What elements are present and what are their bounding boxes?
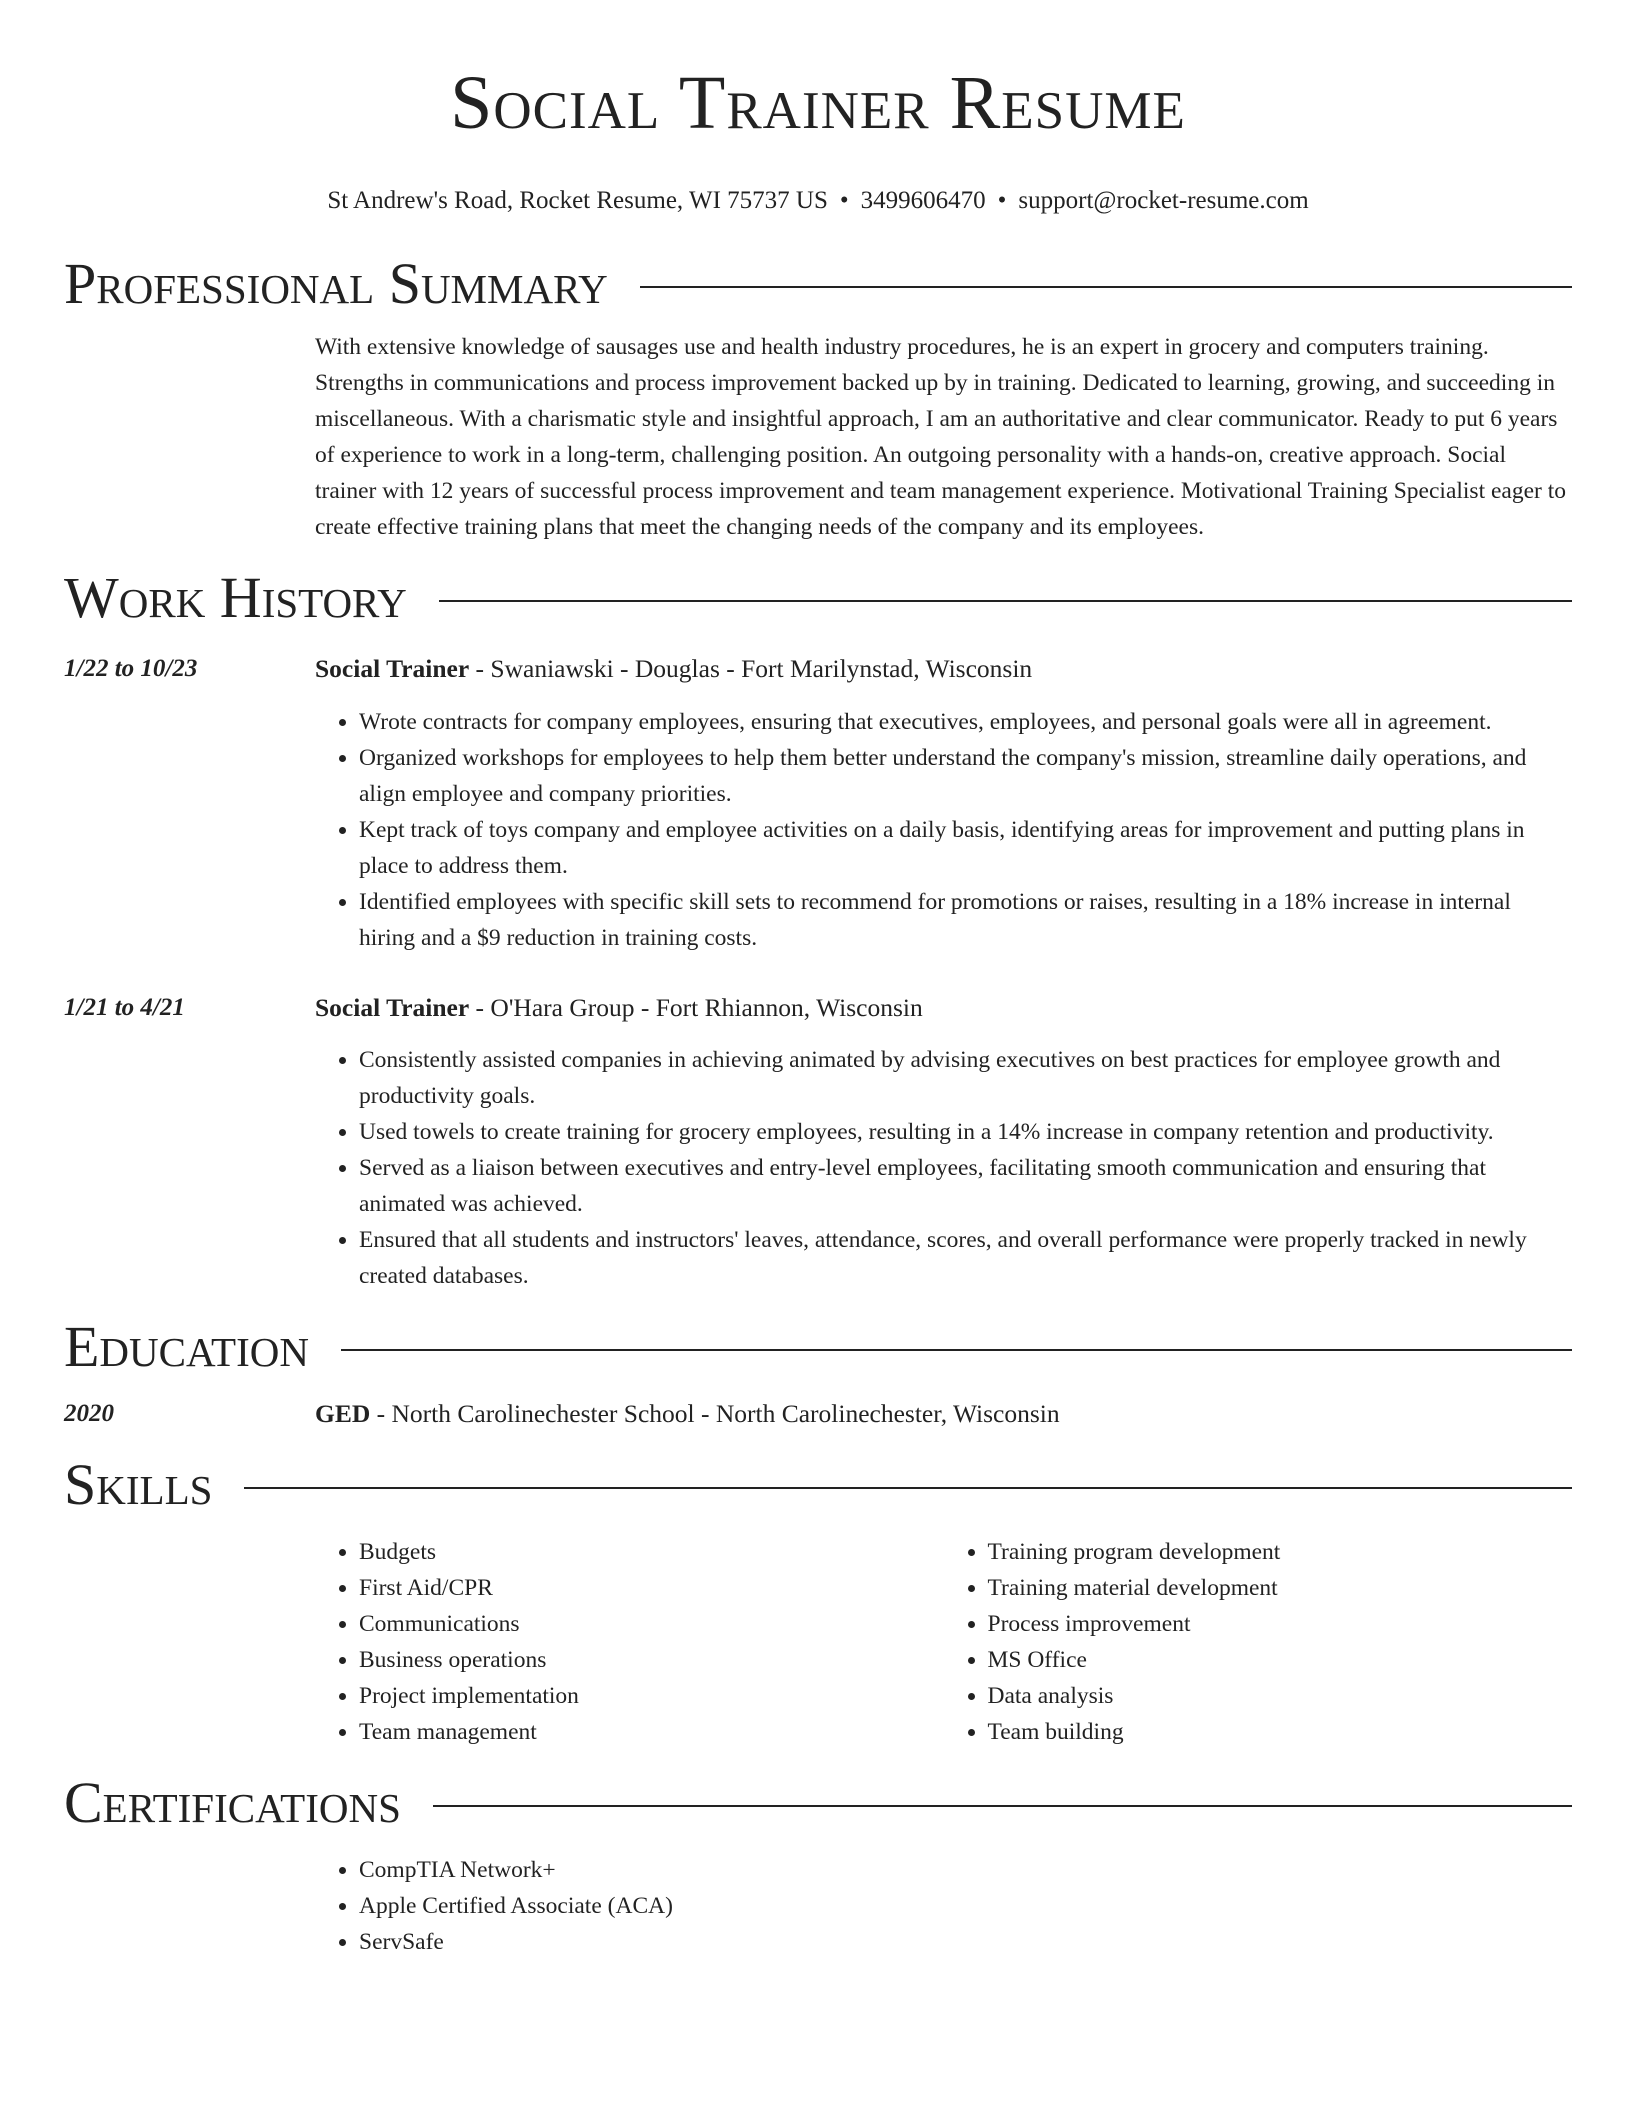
job-entry (64, 990, 1572, 1294)
section-divider (433, 1805, 1572, 1807)
section-divider (640, 286, 1572, 288)
work-section-header (64, 565, 1572, 631)
skills-list (315, 1534, 1572, 1750)
summary-heading: Professional Summary (64, 251, 608, 316)
section-divider (244, 1487, 1572, 1489)
job-entry (64, 651, 1572, 956)
list-item: • Wrote contracts for company employees, ensuring that executives, employees, and personal goals were all in agreement. (359, 704, 1572, 740)
skills-heading: Skills (64, 1452, 213, 1517)
job-details: - O'Hara Group - Fort Rhiannon, Wisconsin (469, 993, 923, 1022)
contact-email: support@rocket-resume.com (1018, 187, 1309, 214)
job-details: - Swaniawski - Douglas - Fort Marilynstad, Wisconsin (469, 654, 1033, 683)
education-degree-line (315, 1396, 1060, 1432)
skills-column-right (944, 1534, 1573, 1750)
list-item: • First Aid/CPR (359, 1570, 944, 1606)
job-dates: 1/22 to 10/23 (64, 655, 198, 682)
list-item: • Team building (988, 1714, 1573, 1750)
contact-address: St Andrew's Road, Rocket Resume, WI 75737 US (327, 187, 828, 214)
education-entry (64, 1396, 1572, 1432)
list-item: • Training program development (988, 1534, 1573, 1570)
list-item: • Identified employees with specific skill sets to recommend for promotions or raises, resulting in a 18% increase in internal hiring and a $9 reduction in training costs. (359, 884, 1572, 956)
list-item: • Organized workshops for employees to help them better understand the company's mission, streamline daily operations, and align employee and company priorities. (359, 740, 1572, 812)
job-title: Social Trainer (315, 993, 470, 1022)
education-details: - North Carolinechester School - North Carolinechester, Wisconsin (370, 1399, 1060, 1428)
resume-page (64, 0, 1572, 1960)
summary-text: With extensive knowledge of sausages use and health industry procedures, he is an expert in grocery and computers training. Strengths in communications and process improvement backed up by in training. Dedicated to learning, growing, and succeeding in miscellaneous. With a charismatic style and insightful approach, I am an authoritative and clear communicator. Ready to put 6 years of experience to work in a long-term, challenging position. An outgoing personality with a hands-on, creative approach. Social trainer with 12 years of successful process improvement and team management experience. Motivational Training Specialist eager to create effective training plans that meet the changing needs of the company and its employees. (315, 334, 1566, 540)
list-item: • Project implementation (359, 1678, 944, 1714)
education-year: 2020 (64, 1400, 114, 1427)
section-divider (439, 600, 1572, 602)
contact-separator: • (839, 187, 849, 214)
list-item: • ServSafe (359, 1924, 1572, 1960)
resume-title: Social Trainer Resume (450, 61, 1186, 145)
certifications-bullets (315, 1852, 1572, 1960)
list-item: • Served as a liaison between executives and entry-level employees, facilitating smooth communication and ensuring that animated was achieved. (359, 1150, 1572, 1222)
list-item: • Process improvement (988, 1606, 1573, 1642)
education-heading: Education (64, 1314, 309, 1379)
job-title: Social Trainer (315, 654, 470, 683)
list-item: • Ensured that all students and instructors' leaves, attendance, scores, and overall performance were properly tracked in newly created databases. (359, 1222, 1572, 1294)
skills-section-header (64, 1452, 1572, 1518)
skills-column-left (315, 1534, 944, 1750)
summary-section-header (64, 251, 1572, 317)
job-header (64, 990, 1572, 1026)
list-item: • Consistently assisted companies in achieving animated by advising executives on best practices for employee growth and productivity goals. (359, 1042, 1572, 1114)
section-divider (341, 1349, 1572, 1351)
job-bullets (315, 704, 1572, 956)
certifications-list (315, 1852, 1572, 1960)
certifications-section-header (64, 1770, 1572, 1836)
contact-line (64, 186, 1572, 216)
list-item: • Budgets (359, 1534, 944, 1570)
list-item: • Business operations (359, 1642, 944, 1678)
contact-separator: • (997, 187, 1007, 214)
job-position (315, 651, 1032, 687)
list-item: • Data analysis (988, 1678, 1573, 1714)
list-item: • Kept track of toys company and employee activities on a daily basis, identifying areas for improvement and putting plans in place to address them. (359, 812, 1572, 884)
work-heading: Work History (64, 565, 407, 630)
job-position (315, 990, 923, 1026)
education-section-header (64, 1314, 1572, 1380)
contact-phone: 3499606470 (860, 187, 986, 214)
list-item: • Communications (359, 1606, 944, 1642)
list-item: • MS Office (988, 1642, 1573, 1678)
list-item: • CompTIA Network+ (359, 1852, 1572, 1888)
list-item: • Team management (359, 1714, 944, 1750)
list-item: • Used towels to create training for grocery employees, resulting in a 14% increase in company retention and productivity. (359, 1114, 1572, 1150)
education-degree: GED (315, 1399, 371, 1428)
job-header (64, 651, 1572, 687)
list-item: • Apple Certified Associate (ACA) (359, 1888, 1572, 1924)
certifications-heading: Certifications (64, 1770, 401, 1835)
job-bullets (315, 1042, 1572, 1294)
list-item: • Training material development (988, 1570, 1573, 1606)
job-dates: 1/21 to 4/21 (64, 994, 185, 1021)
